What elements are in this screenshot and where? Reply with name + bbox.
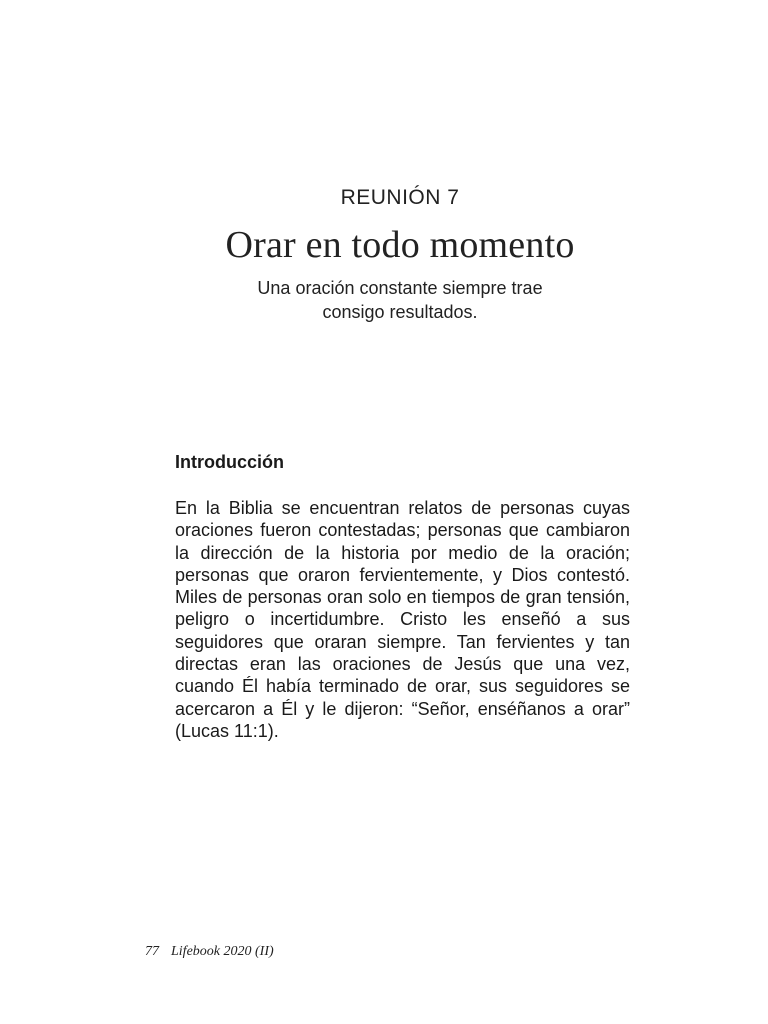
introduction-paragraph: En la Biblia se encuentran relatos de personas cuyas oraciones fueron contestadas; personas que cambiaron la dirección de la historia por medio de la oración; personas que oraron fervientemente, y Dios contestó. Miles de personas oran solo en tiempos de gran tensión, peligro o incertidumbre. Cristo les enseñó a sus seguidores que oraran siempre. Tan fervientes y tan directas eran las oraciones de Jesús que una vez, cuando Él había terminado de orar, sus seguidores se acercaron a Él y le dijeron: “Señor, enséñanos a orar” (Lucas 11:1).	[175, 498, 630, 741]
page-title: Orar en todo momento	[225, 224, 575, 266]
introduction-heading: Introducción	[175, 452, 284, 472]
meeting-label: REUNIÓN 7	[340, 186, 460, 209]
subtitle-line-2: consigo resultados.	[322, 302, 478, 322]
book-title: Lifebook 2020 (II)	[171, 944, 274, 959]
page-footer	[145, 944, 274, 960]
page-number: 77	[145, 944, 159, 959]
subtitle	[200, 276, 600, 324]
subtitle-line-1: Una oración constante siempre trae	[257, 278, 543, 298]
